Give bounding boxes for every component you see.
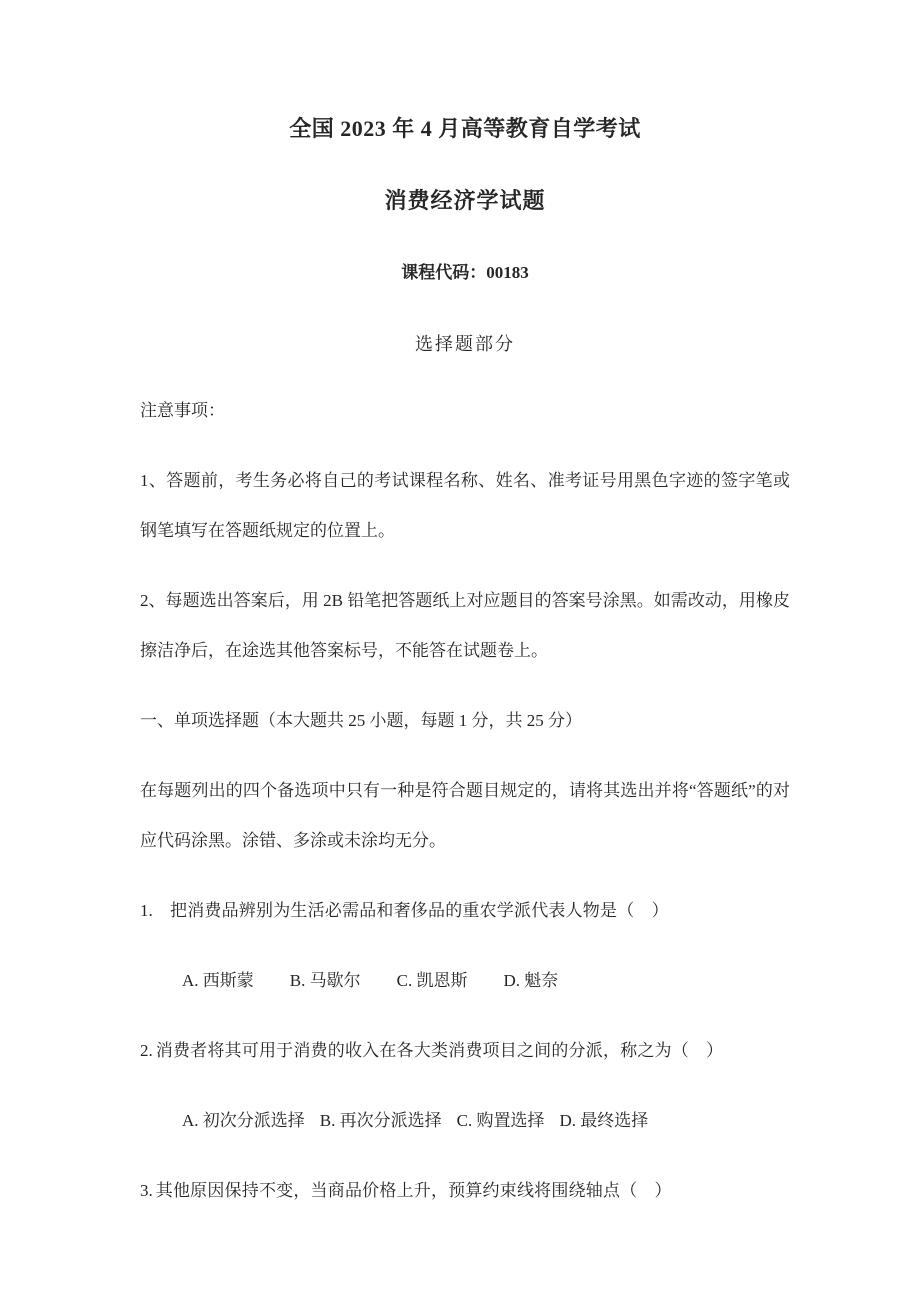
document-title: 全国 2023 年 4 月高等教育自学考试 bbox=[289, 116, 641, 141]
question-3 bbox=[140, 1166, 790, 1216]
section-header: 选择题部分 bbox=[415, 334, 515, 354]
option-b: B. 马歇尔 bbox=[289, 971, 361, 990]
option-b: B. 再次分派选择 bbox=[319, 1111, 442, 1130]
question-2-text: 消费者将其可用于消费的收入在各大类消费项目之间的分派，称之为（ ） bbox=[155, 1041, 724, 1060]
question-2-options bbox=[182, 1096, 790, 1146]
option-a: A. 初次分派选择 bbox=[182, 1111, 305, 1130]
notice-item-1: 1、答题前，考生务必将自己的考试课程名称、姓名、准考证号用黑色字迹的签字笔或钢笔填写在答题纸规定的位置上。 bbox=[140, 471, 790, 540]
option-c: C. 凯恩斯 bbox=[396, 971, 468, 990]
question-1-options bbox=[182, 956, 790, 1006]
document-subtitle: 消费经济学试题 bbox=[384, 188, 546, 213]
part-one-instructions: 在每题列出的四个备选项中只有一种是符合题目规定的，请将其选出并将“答题纸”的对应代码涂黑。涂错、多涂或未涂均无分。 bbox=[140, 781, 790, 850]
option-d: D. 最终选择 bbox=[559, 1111, 649, 1130]
question-1-number: 1. bbox=[140, 901, 153, 920]
question-3-number: 3. bbox=[140, 1181, 153, 1200]
question-1 bbox=[140, 886, 790, 936]
option-a: A. 西斯蒙 bbox=[182, 971, 254, 990]
course-code-line: 课程代码：00183 bbox=[401, 263, 529, 282]
part-one-header: 一、单项选择题（本大题共 25 小题，每题 1 分，共 25 分） bbox=[140, 711, 582, 730]
notice-item-2: 2、每题选出答案后，用 2B 铅笔把答题纸上对应题目的答案号涂黑。如需改动，用橡皮擦洁净后，在途选其他答案标号，不能答在试题卷上。 bbox=[140, 591, 790, 660]
question-2-number: 2. bbox=[140, 1041, 153, 1060]
notice-header: 注意事项： bbox=[140, 401, 225, 420]
option-d: D. 魁奈 bbox=[503, 971, 559, 990]
option-c: C. 购置选择 bbox=[456, 1111, 545, 1130]
question-1-text: 把消费品辨别为生活必需品和奢侈品的重农学派代表人物是（ ） bbox=[170, 901, 669, 920]
question-3-text: 其他原因保持不变，当商品价格上升，预算约束线将围绕轴点（ ） bbox=[155, 1181, 672, 1200]
question-2 bbox=[140, 1026, 790, 1076]
